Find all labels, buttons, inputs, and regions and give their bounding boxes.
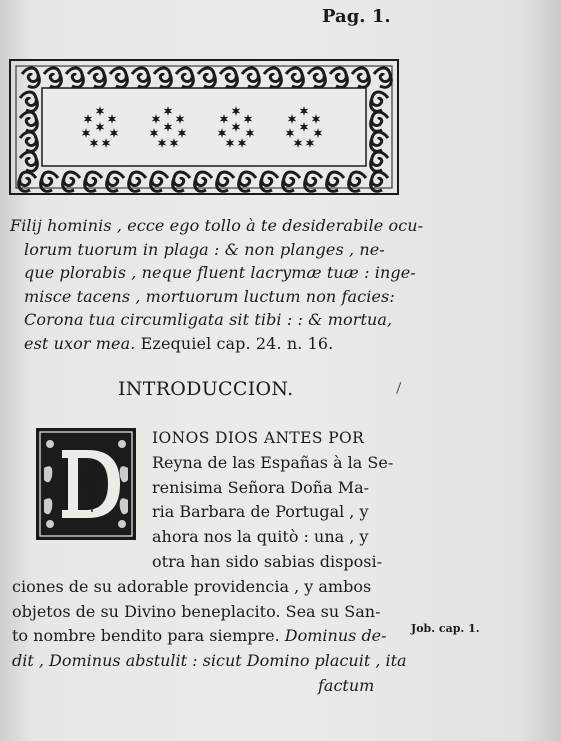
scroll-motif xyxy=(132,68,149,87)
scroll-motif xyxy=(20,132,37,151)
body-line xyxy=(0,624,410,649)
body-line: objetos de su Divino beneplacito. Sea su San- xyxy=(12,601,381,621)
body-line: Reyna de las Españas à la Se- xyxy=(152,452,394,472)
epigraph-line: Filij hominis , ecce ego tollo à te desiderabile ocu- xyxy=(10,216,424,235)
scroll-motif xyxy=(371,152,388,171)
body-line: IONOS DIOS ANTES POR xyxy=(152,429,365,447)
scroll-motif xyxy=(22,68,39,87)
body-line-catchword: factum xyxy=(318,675,375,695)
scroll-motif xyxy=(242,68,259,87)
scroll-motif xyxy=(20,92,37,111)
page-number: Pag. 1. xyxy=(322,6,391,27)
scroll-motif xyxy=(330,68,347,87)
body-line: ahora nos la quitò : una , y xyxy=(152,527,369,547)
scroll-motif xyxy=(66,68,83,87)
margin-note: Job. cap. 1. xyxy=(411,622,480,635)
section-title: INTRODUCCION. xyxy=(118,378,294,400)
epigraph xyxy=(10,214,424,356)
scroll-motif xyxy=(371,92,388,111)
scroll-motif xyxy=(352,68,369,87)
epigraph-line: misce tacens , mortuorum luctum non facies: xyxy=(24,286,395,306)
scroll-motif xyxy=(44,68,61,87)
scroll-motif xyxy=(176,68,193,87)
body-plain: to nombre bendito para siempre. xyxy=(12,626,285,646)
scroll-motif xyxy=(198,68,215,87)
ornament-frame xyxy=(8,58,400,196)
scroll-motif xyxy=(374,68,391,87)
scroll-motif xyxy=(20,152,37,171)
epigraph-line: lorum tuorum in plaga : & non planges , ne- xyxy=(24,239,385,259)
epigraph-italic: est uxor mea. xyxy=(24,333,136,353)
body-line: otra han sido sabias disposi- xyxy=(152,551,382,571)
body-line: dit , Dominus abstulit : sicut Domino placuit , ita xyxy=(12,651,407,671)
scroll-motif xyxy=(154,68,171,87)
scroll-motif xyxy=(371,112,388,131)
margin-mark xyxy=(396,382,407,396)
body-line: renisima Señora Doña Ma- xyxy=(152,477,370,497)
body-line: ciones de su adorable providencia , y ambos xyxy=(12,576,372,596)
epigraph-citation: Ezequiel cap. 24. n. 16. xyxy=(135,333,334,353)
scroll-motif xyxy=(20,112,37,131)
scroll-motif xyxy=(286,68,303,87)
scroll-motif xyxy=(308,68,325,87)
scroll-motif xyxy=(264,68,281,87)
epigraph-line: Corona tua circumligata sit tibi : : & mortua, xyxy=(24,310,393,330)
epigraph-line: que plorabis , neque fluent lacrymæ tuæ : inge- xyxy=(24,263,416,283)
epigraph-line-last xyxy=(10,332,405,356)
scroll-motif xyxy=(220,68,237,87)
scroll-motif xyxy=(110,68,127,87)
scroll-motif xyxy=(371,132,388,151)
body-text xyxy=(0,426,410,699)
scroll-motif xyxy=(88,68,105,87)
body-line: ria Barbara de Portugal , y xyxy=(152,502,369,522)
body-italic: Dominus de- xyxy=(284,626,387,646)
